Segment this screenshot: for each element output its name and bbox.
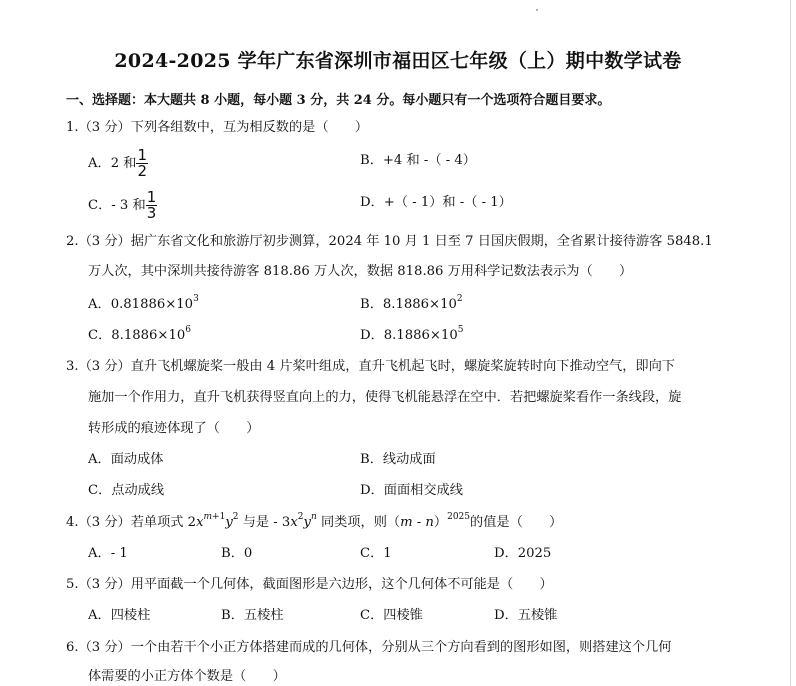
var-x: x <box>290 515 298 530</box>
var-x: x <box>196 515 204 530</box>
question-2-line-2: 万人次，其中深圳共接待游客 818.86 万人次，数据 818.86 万用科学记数法表示为（ ） <box>88 264 633 279</box>
question-4-stem <box>66 514 562 532</box>
question-5-option-c: C．四棱锥 <box>360 608 423 623</box>
question-1-option-a <box>88 148 148 179</box>
q4-text-1: 4.（3 分）若单项式 2 <box>66 515 197 530</box>
section-heading: 一、选择题：本大题共 8 小题，每小题 3 分，共 24 分。每小题只有一个选项符合题目要求。 <box>66 93 611 108</box>
question-2-option-c <box>88 327 191 345</box>
q4-text-5: 的值是（ ） <box>470 515 563 530</box>
exp-m-plus-1: m+1 <box>203 512 226 522</box>
question-2-option-a <box>88 296 199 314</box>
q4-text-3: 同类项，则（ <box>320 515 401 530</box>
q4-text-4: ） <box>433 515 448 530</box>
option-c-exponent: 6 <box>185 325 191 335</box>
question-3-option-c: C．点动成线 <box>88 483 165 498</box>
question-5-option-a: A．四棱柱 <box>88 608 151 623</box>
exp-2: 2 <box>297 512 304 522</box>
option-d-text: D．8.1886×10 <box>360 328 458 343</box>
var-y: y <box>225 515 233 530</box>
question-4-option-d: D．2025 <box>494 546 552 561</box>
question-2-option-d <box>360 327 463 345</box>
question-2-option-b <box>360 296 463 314</box>
expr-m-minus-n: m - n <box>400 515 434 530</box>
page-edge-divider <box>790 0 791 686</box>
question-1-stem: 1.（3 分）下列各组数中，互为相反数的是（ ） <box>66 120 369 135</box>
page-title: 2024-2025 学年广东省深圳市福田区七年级（上）期中数学试卷 <box>114 50 682 72</box>
question-5-stem: 5.（3 分）用平面截一个几何体，截面图形是六边形，这个几何体不可能是（ ） <box>66 577 553 592</box>
question-1-option-c <box>88 190 157 221</box>
fraction-one-half <box>136 148 148 179</box>
question-3-option-a: A．面动成体 <box>88 452 164 467</box>
fraction-numerator: 1 <box>146 188 157 206</box>
question-4-option-c: C．1 <box>360 546 392 561</box>
option-a-text: A．0.81886×10 <box>88 297 194 312</box>
question-5-option-b: B．五棱柱 <box>221 608 284 623</box>
question-1-option-d: D．+（ - 1）和 -（ - 1） <box>360 195 512 210</box>
option-c-text: C．8.1886×10 <box>88 328 186 343</box>
question-3-option-d: D．面面相交成线 <box>360 483 463 498</box>
option-a-exponent: 3 <box>193 294 199 304</box>
question-5-option-d: D．五棱锥 <box>494 608 558 623</box>
option-b-text: B．8.1886×10 <box>360 297 457 312</box>
option-d-exponent: 5 <box>457 325 464 335</box>
option-c-label: C．- 3 和 <box>88 198 146 213</box>
question-3-line-1: 3.（3 分）直升飞机螺旋桨一般由 4 片桨叶组成，直升飞机起飞时，螺旋桨旋转时向下推动空气，即向下 <box>66 359 675 374</box>
question-2-line-1: 2.（3 分）据广东省文化和旅游厅初步测算，2024 年 10 月 1 日至 7 日国庆假期，全省累计接待游客 5848.1 <box>66 234 713 249</box>
option-b-exponent: 2 <box>456 294 463 304</box>
question-4-option-b: B．0 <box>221 546 253 561</box>
question-4-option-a: A．- 1 <box>88 546 128 561</box>
exp-2: 2 <box>232 512 239 522</box>
question-3-line-2: 施加一个作用力，直升飞机获得竖直向上的力，使得飞机能悬浮在空中．若把螺旋桨看作一条线段，旋 <box>88 390 682 405</box>
fraction-denominator: 2 <box>137 162 148 180</box>
question-1-option-b: B．+4 和 -（ - 4） <box>360 153 476 168</box>
question-6-line-1: 6.（3 分）一个由若干个小正方体搭建而成的几何体，分别从三个方向看到的图形如图，则搭建这个几何 <box>66 640 672 655</box>
q4-text-2: 与是 - 3 <box>242 515 291 530</box>
question-6-line-2: 体需要的小正方体个数是（ ） <box>88 669 286 684</box>
fraction-denominator: 3 <box>146 204 157 222</box>
exp-n: n <box>310 512 317 522</box>
question-3-line-3: 转形成的痕迹体现了（ ） <box>88 421 260 436</box>
option-a-label: A．2 和 <box>88 156 137 171</box>
var-y: y <box>303 515 311 530</box>
exp-2025: 2025 <box>447 512 471 522</box>
fraction-numerator: 1 <box>137 146 148 164</box>
speck-dot <box>536 9 538 11</box>
question-3-option-b: B．线动成面 <box>360 452 436 467</box>
fraction-one-third <box>146 190 158 221</box>
